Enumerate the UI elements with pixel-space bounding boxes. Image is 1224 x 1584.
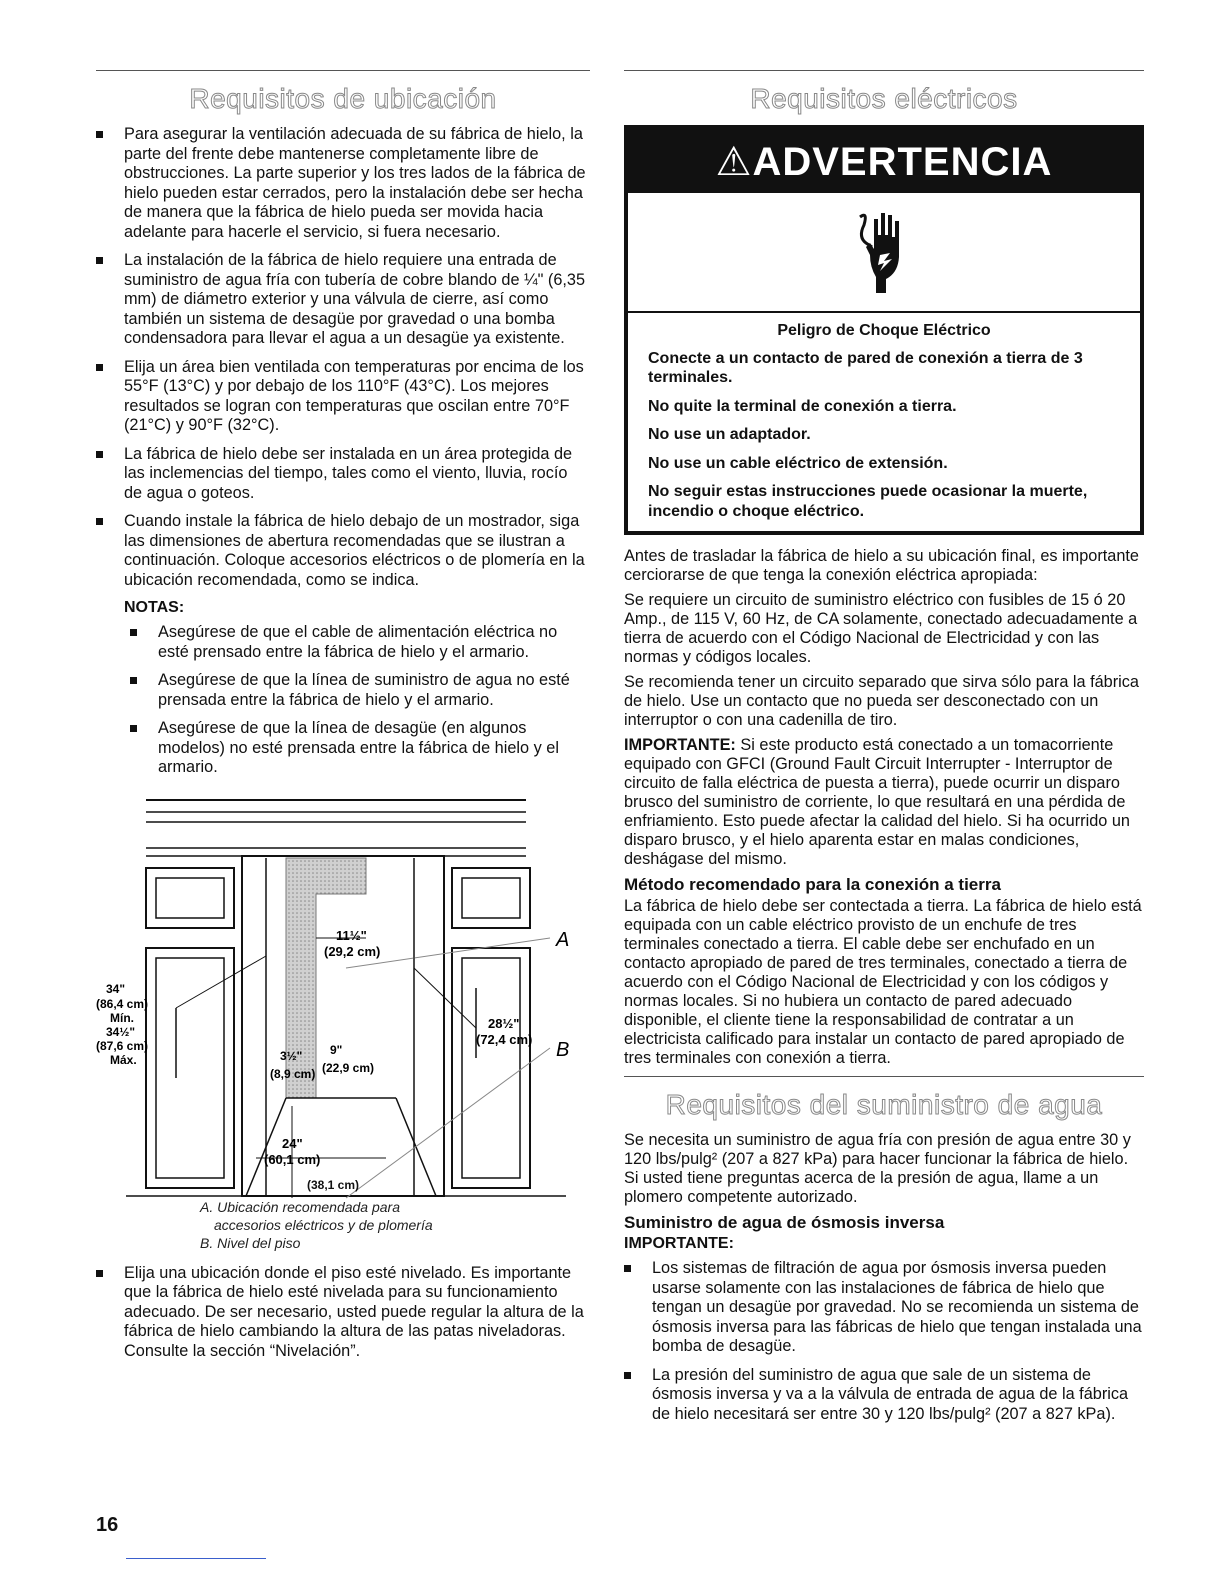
- warning-icon-area: [628, 193, 1140, 313]
- label-a-text: A: [556, 928, 570, 951]
- list-item: Asegúrese de que la línea de suministro de agua no esté prensada entre la fábrica de hielo y el armario.: [124, 671, 590, 710]
- location-bullets: [96, 125, 590, 590]
- reverse-osmosis-subheading: Suministro de agua de ósmosis inversa: [624, 1213, 945, 1232]
- dim-min-text: Mín.: [110, 1010, 134, 1025]
- warning-line: No quite la terminal de conexión a tierra.: [648, 397, 957, 415]
- warning-title: Peligro de Choque Eléctrico: [777, 322, 991, 339]
- warning-line: No use un adaptador.: [648, 426, 811, 443]
- dim-9-text: 9": [330, 1042, 343, 1057]
- paragraph: La fábrica de hielo debe ser contectada a tierra. La fábrica de hielo está equipada con un cable eléctrico provisto de un enchufe de tres terminales conectado a tierra. El cable debe ser enchufado en un contacto apropiado de pared de tres terminales, conectado a tierra de acuerdo con el Código Nacional de Electricidad y con los códigos y normas locales. Si no hubiera un contacto de pared adecuado disponible, el cliente tiene la responsabilidad de contratar a un electricista calificado para instalar un contacto de pared apropiado de tres terminales con conexión a tierra.: [624, 897, 1142, 1067]
- dim-24-mm-text: (60,1 cm): [264, 1151, 321, 1167]
- page-number: 16: [96, 1514, 119, 1536]
- bullet-square-icon: [624, 1372, 631, 1379]
- warning-line: No use un cable eléctrico de extensión.: [648, 454, 948, 472]
- dim-34half-text: 34½": [106, 1024, 136, 1039]
- bullet-square-icon: [96, 131, 103, 138]
- bullet-square-icon: [130, 725, 137, 732]
- list-item: La fábrica de hielo debe ser instalada en un área protegida de las inclemencias del tiempo, tales como el viento, lluvia, rocío de agua o goteos.: [96, 445, 590, 504]
- installation-diagram: [96, 788, 590, 1208]
- bullet-square-icon: [130, 629, 137, 636]
- notes-list: [124, 623, 590, 778]
- list-item: La instalación de la fábrica de hielo requiere una entrada de suministro de agua fría con tubería de cobre blando de ¼" (6,35 mm) de diámetro exterior y una válvula de cierre, así como también un sistema de desagüe por gravedad o una bomba condensadora para llevar el agua a un desagüe ya existente.: [96, 251, 590, 349]
- section-rule: [96, 70, 590, 71]
- warning-body: [628, 313, 1140, 531]
- electric-shock-hand-icon: [854, 207, 914, 297]
- list-item: Elija un área bien ventilada con temperaturas por encima de los 55°F (13°C) y por debajo de los 110°F (43°C). Los mejores resultados se logran con temperaturas que oscilan entre 70°F (21°C) y 90°F (32°C).: [96, 358, 590, 436]
- bullet-square-icon: [96, 364, 103, 371]
- dim-11-text: 11½": [336, 927, 367, 943]
- warning-line: No seguir estas instrucciones puede ocasionar la muerte, incendio o choque eléctrico.: [648, 483, 1088, 520]
- notes-heading: NOTAS:: [124, 599, 185, 616]
- dim-11-mm-text: (29,2 cm): [324, 943, 381, 959]
- dim-28-text: 28½": [488, 1015, 520, 1031]
- list-item: Los sistemas de filtración de agua por ósmosis inversa pueden usarse solamente con las instalaciones de fábrica de hielo que tengan un desagüe por gravedad. No se recomienda un sistema de ósmosis inversa para las fábricas de hielo que tengan instalada una bomba de desagüe.: [624, 1259, 1144, 1357]
- bullet-square-icon: [96, 1270, 103, 1277]
- important-label: IMPORTANTE:: [624, 1235, 734, 1252]
- caption-a-cont: accesorios eléctricos y de plomería: [214, 1216, 433, 1233]
- paragraph: Se necesita un suministro de agua fría con presión de agua entre 30 y 120 lbs/pulg² (207 a 827 kPa) para hacer funcionar la fábrica de hielo. Si usted tiene preguntas acerca de la presión de agua, llame a un plomero competente autorizado.: [624, 1131, 1131, 1206]
- dim-9-mm-text: (22,9 cm): [322, 1060, 375, 1075]
- water-supply-title: Requisitos del suministro de agua: [665, 1089, 1103, 1120]
- right-column: [624, 70, 1144, 1433]
- paragraph: Antes de trasladar la fábrica de hielo a su ubicación final, es importante cerciorarse de que tenga la conexión eléctrica apropiada:: [624, 547, 1139, 584]
- bullet-square-icon: [96, 257, 103, 264]
- list-item: La presión del suministro de agua que sale de un sistema de ósmosis inversa y va a la válvula de entrada de agua de la fábrica de hielo necesitará ser entre 30 y 120 lbs/pulg² (207 a 827 kPa).: [624, 1366, 1144, 1425]
- list-item: Asegúrese de que el cable de alimentación eléctrica no esté prensado entre la fábrica de hielo y el armario.: [124, 623, 590, 662]
- list-item: Cuando instale la fábrica de hielo debajo de un mostrador, siga las dimensiones de abertura recomendadas que se ilustran a continuación. Coloque accesorios eléctricos o de plomería en la ubicación recomendada, como se indica.: [96, 512, 590, 590]
- dim-34-mm-text: (86,4 cm): [96, 996, 149, 1011]
- warning-line: Conecte a un contacto de pared de conexión a tierra de 3 terminales.: [648, 349, 1083, 386]
- paragraph: Se recomienda tener un circuito separado que sirva sólo para la fábrica de hielo. Use un contacto que no pueda ser desconectado con un interruptor o con una cadenilla de tiro.: [624, 673, 1139, 729]
- section-rule: [624, 1076, 1144, 1077]
- location-requirements-title: Requisitos de ubicación: [189, 83, 497, 114]
- footer-line: [126, 1558, 266, 1559]
- paragraph: Se requiere un circuito de suministro eléctrico con fusibles de 15 ó 20 Amp., de 115 V, 60 Hz, de CA solamente, conectado adecuadamente a tierra de acuerdo con el Código Nacional de Electricidad y con las normas y códigos locales.: [624, 591, 1138, 666]
- dim-15-mm-text: (38,1 cm): [306, 1177, 360, 1192]
- dim-3-mm-text: (8,9 cm): [270, 1066, 316, 1081]
- warning-box: [624, 125, 1144, 535]
- bullet-square-icon: [130, 677, 137, 684]
- list-item: Para asegurar la ventilación adecuada de su fábrica de hielo, la parte del frente debe mantenerse completamente libre de obstrucciones. La parte superior y los tres lados de la fábrica de hielo pueden estar cerrados, pero la instalación debe ser hecha de manera que la fábrica de hielo pueda ser movida hacia adelante para hacerle el servicio, si fuera necesario.: [96, 125, 590, 242]
- paragraph-important: IMPORTANTE: Si este producto está conectado a un tomacorriente equipado con GFCI (Ground Fault Circuit Interrupter - Interruptor de circuito de falla eléctrica de puesta a tierra), puede ocurrir un disparo brusco del suministro de corriente, lo que resultará en una pérdida de enfriamiento. Esto puede afectar la calidad del hielo. Si ha ocurrido un disparo brusco, y el hielo aparenta estar en malas condiciones, deshágase del mismo.: [624, 736, 1130, 868]
- bullet-square-icon: [96, 518, 103, 525]
- label-b-text: B: [556, 1038, 570, 1061]
- list-item: Elija una ubicación donde el piso esté nivelado. Es importante que la fábrica de hielo esté nivelada para su funcionamiento adecuado. De ser necesario, usted puede regular la altura de la fábrica de hielo cambiando la altura de las patas niveladoras. Consulte la sección “Nivelación”.: [96, 1264, 590, 1362]
- bullet-square-icon: [96, 451, 103, 458]
- left-column: [96, 70, 590, 1370]
- reverse-osmosis-bullets: [624, 1259, 1144, 1424]
- grounding-subheading: Método recomendado para la conexión a tierra: [624, 875, 1001, 894]
- dim-3-text: 3½": [280, 1048, 303, 1063]
- dim-28-mm-text: (72,4 cm): [476, 1031, 533, 1047]
- dim-34-text: 34": [106, 981, 126, 996]
- electrical-requirements-title: Requisitos eléctricos: [750, 83, 1018, 114]
- important-label: IMPORTANTE:: [624, 736, 736, 754]
- dim-24-text: 24": [282, 1135, 303, 1151]
- bullet-square-icon: [624, 1265, 631, 1272]
- list-item: Asegúrese de que la línea de desagüe (en algunos modelos) no esté prensada entre la fábrica de hielo y el armario.: [124, 719, 590, 778]
- cabinet-opening-diagram: [96, 788, 590, 1208]
- level-bullet: [96, 1264, 590, 1362]
- dim-34half-mm-text: (87,6 cm): [96, 1038, 149, 1053]
- caption-a: A. Ubicación recomendada para: [200, 1198, 401, 1215]
- warning-header: ⚠ADVERTENCIA: [628, 129, 1140, 193]
- caption-b: B. Nivel del piso: [200, 1234, 301, 1251]
- section-rule: [624, 70, 1144, 71]
- dim-max-text: Máx.: [110, 1052, 137, 1067]
